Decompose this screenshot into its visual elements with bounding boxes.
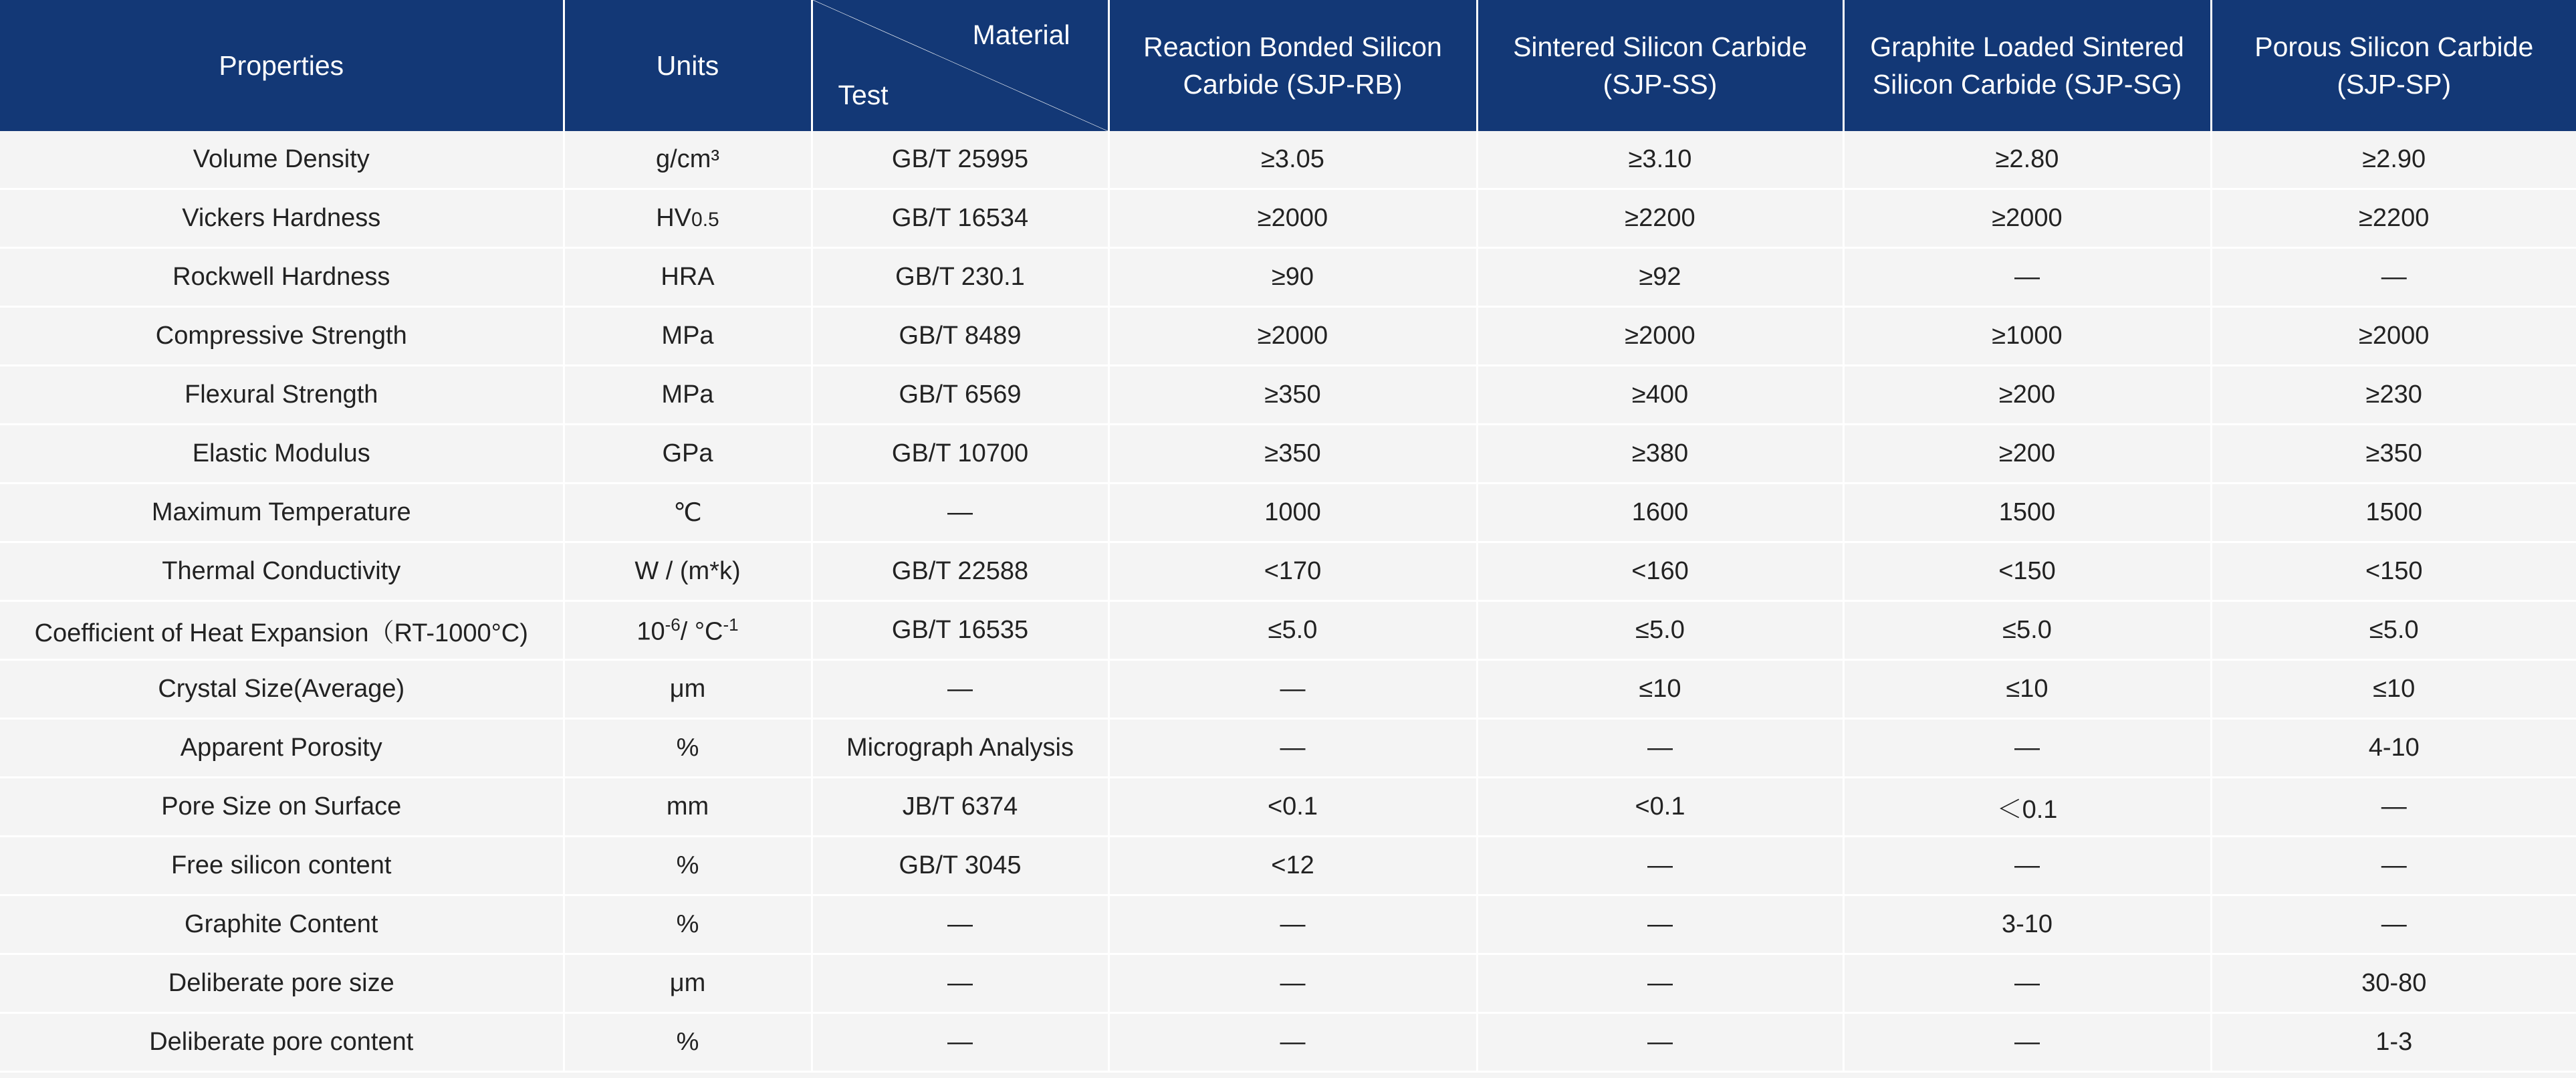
value-cell: 3-10 <box>1843 895 2211 954</box>
value-cell: <150 <box>1843 542 2211 601</box>
table-row <box>0 542 2576 601</box>
value-cell: — <box>1843 1013 2211 1072</box>
unit-part: g/cm³ <box>656 145 719 173</box>
test-cell: JB/T 6374 <box>812 778 1108 837</box>
property-cell: Vickers Hardness <box>0 189 564 248</box>
unit-cell <box>564 1013 812 1072</box>
unit-cell <box>564 895 812 954</box>
value-cell: <170 <box>1108 542 1477 601</box>
table-row <box>0 601 2576 660</box>
unit-cell <box>564 778 812 837</box>
value-cell: 1500 <box>2211 483 2576 542</box>
value-cell: — <box>1477 837 1843 895</box>
value-cell: <150 <box>2211 542 2576 601</box>
unit-part: % <box>676 1028 699 1056</box>
unit-part: GPa <box>662 439 713 467</box>
value-cell: 1-3 <box>2211 1013 2576 1072</box>
unit-part: % <box>676 910 699 938</box>
unit-part: -1 <box>723 614 739 635</box>
table-body <box>0 131 2576 1072</box>
value-cell: ≤5.0 <box>2211 601 2576 660</box>
header-material-1: Sintered Silicon Carbide (SJP-SS) <box>1477 0 1843 131</box>
test-cell: GB/T 230.1 <box>812 248 1108 307</box>
test-cell: GB/T 22588 <box>812 542 1108 601</box>
value-cell: ≥2.90 <box>2211 131 2576 189</box>
table-row <box>0 778 2576 837</box>
test-cell: GB/T 16535 <box>812 601 1108 660</box>
unit-cell <box>564 189 812 248</box>
value-cell: 30-80 <box>2211 954 2576 1013</box>
property-cell: Free silicon content <box>0 837 564 895</box>
value-cell: — <box>1843 954 2211 1013</box>
header-properties: Properties <box>0 0 564 131</box>
unit-part: μm <box>669 969 706 997</box>
unit-cell <box>564 837 812 895</box>
unit-cell <box>564 954 812 1013</box>
value-cell: <12 <box>1108 837 1477 895</box>
value-cell: ≤5.0 <box>1843 601 2211 660</box>
property-cell: Compressive Strength <box>0 307 564 366</box>
table-row <box>0 189 2576 248</box>
table-row <box>0 719 2576 778</box>
value-cell: ≥2000 <box>2211 307 2576 366</box>
value-cell: — <box>2211 837 2576 895</box>
value-cell: ≥200 <box>1843 425 2211 483</box>
value-cell: 1000 <box>1108 483 1477 542</box>
unit-part: ℃ <box>673 499 702 527</box>
header-test: Test <box>838 80 889 110</box>
value-cell: — <box>2211 778 2576 837</box>
table-row <box>0 895 2576 954</box>
unit-cell <box>564 307 812 366</box>
header-units: Units <box>564 0 812 131</box>
value-cell: — <box>1477 719 1843 778</box>
value-cell: — <box>1108 719 1477 778</box>
value-cell: ≥1000 <box>1843 307 2211 366</box>
value-cell: ≥2.80 <box>1843 131 2211 189</box>
value-cell: ≥2000 <box>1108 307 1477 366</box>
test-cell: GB/T 25995 <box>812 131 1108 189</box>
value-cell: <0.1 <box>1477 778 1843 837</box>
header-material: Material <box>972 19 1070 50</box>
unit-part: % <box>676 734 699 762</box>
unit-cell <box>564 719 812 778</box>
value-cell: ≤10 <box>2211 660 2576 719</box>
value-cell: ≥350 <box>1108 366 1477 425</box>
unit-part: 0.5 <box>691 209 719 231</box>
test-cell: GB/T 16534 <box>812 189 1108 248</box>
unit-part: μm <box>669 675 706 703</box>
unit-cell <box>564 542 812 601</box>
unit-part: MPa <box>661 381 714 409</box>
value-cell: ≥2000 <box>1108 189 1477 248</box>
unit-part: -6 <box>665 614 681 635</box>
test-cell: — <box>812 954 1108 1013</box>
value-cell: — <box>1843 837 2211 895</box>
unit-cell <box>564 425 812 483</box>
unit-part: / °C <box>680 617 723 646</box>
table-row <box>0 248 2576 307</box>
table-row <box>0 425 2576 483</box>
property-cell: Thermal Conductivity <box>0 542 564 601</box>
value-cell: ≥90 <box>1108 248 1477 307</box>
value-cell: ≥350 <box>1108 425 1477 483</box>
property-cell: Deliberate pore content <box>0 1013 564 1072</box>
table-row <box>0 837 2576 895</box>
unit-cell <box>564 601 812 660</box>
value-cell: <160 <box>1477 542 1843 601</box>
header-row <box>0 0 2576 131</box>
unit-part: HRA <box>661 263 715 291</box>
header-material-test <box>812 0 1108 131</box>
value-cell: — <box>1108 954 1477 1013</box>
value-cell: — <box>1477 954 1843 1013</box>
unit-part: mm <box>666 792 709 821</box>
value-cell: ≥2000 <box>1843 189 2211 248</box>
unit-cell <box>564 366 812 425</box>
test-cell: — <box>812 895 1108 954</box>
property-cell: Deliberate pore size <box>0 954 564 1013</box>
value-cell: 4-10 <box>2211 719 2576 778</box>
test-cell: GB/T 8489 <box>812 307 1108 366</box>
property-cell: Rockwell Hardness <box>0 248 564 307</box>
value-cell: — <box>1843 719 2211 778</box>
value-cell: ≥2000 <box>1477 307 1843 366</box>
test-cell: — <box>812 1013 1108 1072</box>
value-cell: ≥2200 <box>1477 189 1843 248</box>
property-cell: Crystal Size(Average) <box>0 660 564 719</box>
value-cell: ≥230 <box>2211 366 2576 425</box>
unit-part: W / (m*k) <box>634 557 741 585</box>
unit-part: 10 <box>636 617 665 646</box>
header-material-0: Reaction Bonded Silicon Carbide (SJP-RB) <box>1108 0 1477 131</box>
test-cell: GB/T 3045 <box>812 837 1108 895</box>
value-cell: ≥3.10 <box>1477 131 1843 189</box>
table-row <box>0 131 2576 189</box>
property-cell: Volume Density <box>0 131 564 189</box>
value-cell: — <box>2211 895 2576 954</box>
table-row <box>0 1013 2576 1072</box>
value-cell: — <box>1477 1013 1843 1072</box>
property-cell: Coefficient of Heat Expansion（RT-1000°C) <box>0 601 564 660</box>
property-cell: Graphite Content <box>0 895 564 954</box>
unit-cell <box>564 483 812 542</box>
value-cell: ≥400 <box>1477 366 1843 425</box>
test-cell: — <box>812 660 1108 719</box>
property-cell: Flexural Strength <box>0 366 564 425</box>
unit-cell <box>564 131 812 189</box>
property-cell: Elastic Modulus <box>0 425 564 483</box>
value-cell: <0.1 <box>1108 778 1477 837</box>
property-cell: Apparent Porosity <box>0 719 564 778</box>
unit-cell <box>564 660 812 719</box>
value-cell: ≤10 <box>1477 660 1843 719</box>
unit-cell <box>564 248 812 307</box>
value-cell: ≥200 <box>1843 366 2211 425</box>
unit-part: MPa <box>661 322 714 350</box>
property-cell: Pore Size on Surface <box>0 778 564 837</box>
value-cell: ≤5.0 <box>1108 601 1477 660</box>
value-cell: — <box>1477 895 1843 954</box>
value-cell: 1600 <box>1477 483 1843 542</box>
value-cell: — <box>1108 895 1477 954</box>
test-cell: GB/T 10700 <box>812 425 1108 483</box>
test-cell: — <box>812 483 1108 542</box>
table-row <box>0 307 2576 366</box>
value-cell: — <box>2211 248 2576 307</box>
header-material-2: Graphite Loaded Sintered Silicon Carbide (SJP-SG) <box>1843 0 2211 131</box>
value-cell: ≥380 <box>1477 425 1843 483</box>
property-cell: Maximum Temperature <box>0 483 564 542</box>
value-cell: — <box>1108 660 1477 719</box>
value-cell: ≥350 <box>2211 425 2576 483</box>
test-cell: GB/T 6569 <box>812 366 1108 425</box>
value-cell: — <box>1843 248 2211 307</box>
test-cell: Micrograph Analysis <box>812 719 1108 778</box>
header-material-3: Porous Silicon Carbide (SJP-SP) <box>2211 0 2576 131</box>
table-row <box>0 483 2576 542</box>
value-cell: — <box>1108 1013 1477 1072</box>
unit-part: % <box>676 851 699 879</box>
value-cell: ≤10 <box>1843 660 2211 719</box>
value-cell: ≥3.05 <box>1108 131 1477 189</box>
table-row <box>0 660 2576 719</box>
table-row <box>0 954 2576 1013</box>
value-cell: ＜0.1 <box>1843 778 2211 837</box>
value-cell: ≤5.0 <box>1477 601 1843 660</box>
unit-part: HV <box>656 204 692 232</box>
table-row <box>0 366 2576 425</box>
value-cell: ≥92 <box>1477 248 1843 307</box>
value-cell: ≥2200 <box>2211 189 2576 248</box>
value-cell: 1500 <box>1843 483 2211 542</box>
